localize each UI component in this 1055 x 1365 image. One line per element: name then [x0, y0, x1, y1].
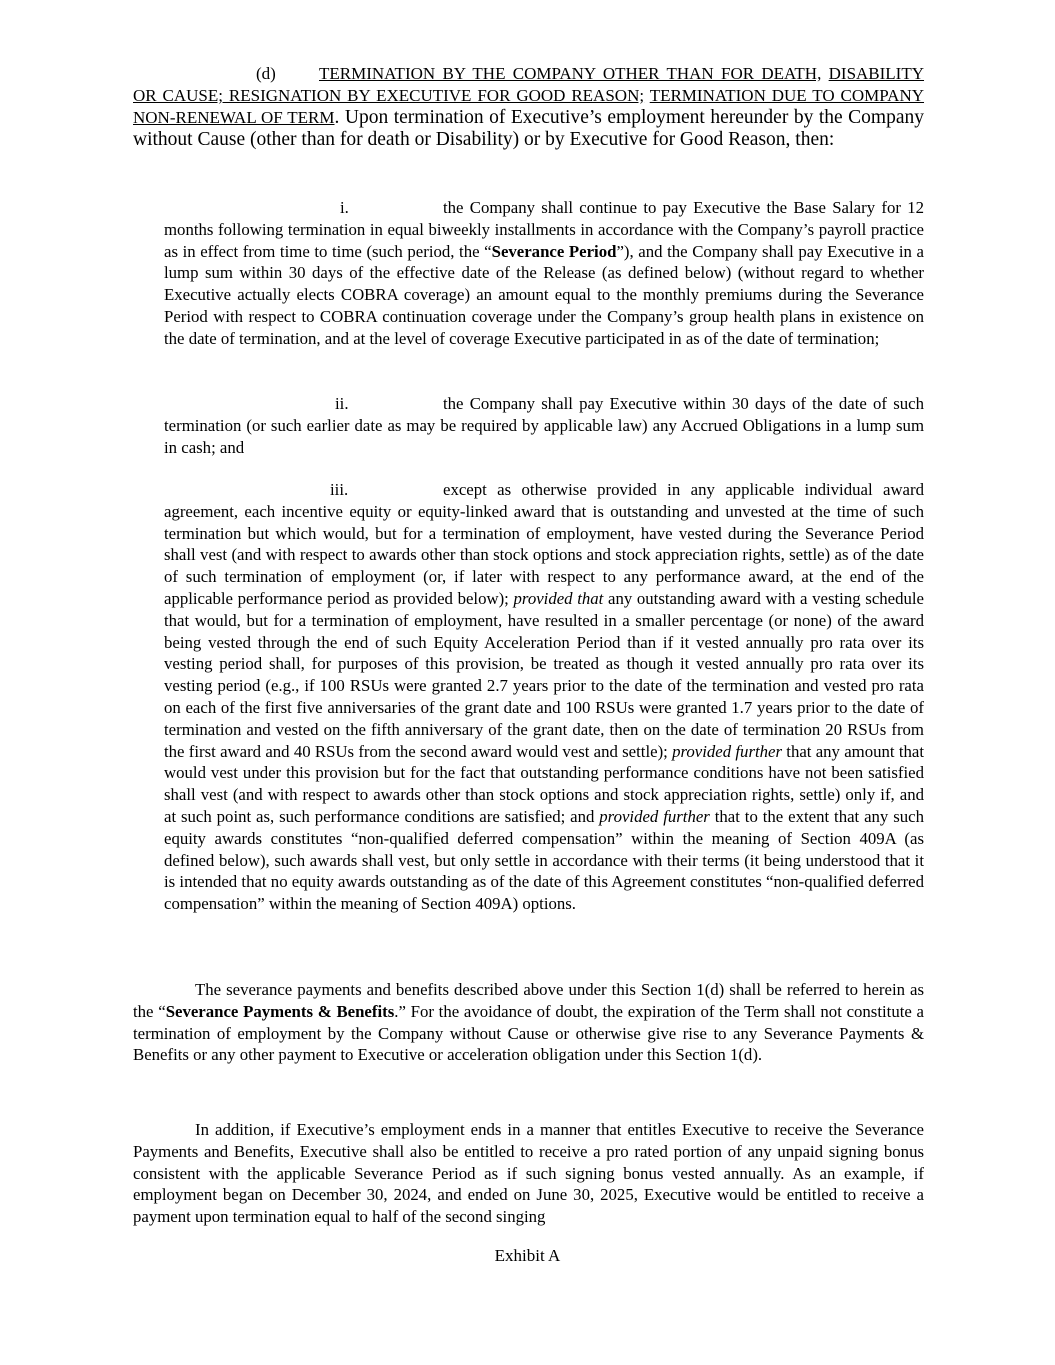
- defined-term: Severance Payments & Benefits: [165, 1001, 395, 1021]
- italic-proviso: provided further: [599, 806, 710, 826]
- list-text: that to the extent that any such equity awards constitutes “non-qualified deferred compensation” within the meaning of Section 409A (as defined below), such awards shall vest, but only settle in accordance with their terms (it being understood that it is intended that no equity awards outstanding as of the date of this Agreement constitutes “non-qualified deferred compensation” within the meaning of Section 409A) options.: [164, 806, 924, 914]
- section-intro: . Upon termination of Executive’s employment hereunder by the Company without Cause (other than for death or Disability) or by Executive for Good Reason, then:: [133, 107, 924, 150]
- list-text: the Company shall pay Executive within 30 days of the date of such termination (or such earlier date as may be required by applicable law) any Accrued Obligations in a lump sum in cash; and: [164, 394, 924, 457]
- section-title-line1: TERMINATION BY THE COMPANY OTHER THAN FOR DEATH,: [319, 64, 822, 83]
- list-item-i: i. the Company shall continue to pay Executive the Base Salary for 12 months following termination in equal biweekly installments in accordance with the Company’s payroll practice as in effect from time to time (such period, the “Severance Period”), and the Company shall pay Executive in a lump sum within 30 days of the effective date of the Release (as defined below) (without regard to whether Executive actually elects COBRA coverage) an amount equal to the monthly premiums during the Severance Period with respect to COBRA continuation coverage under the Company’s group health plans in existence on the date of termination, and at the level of coverage Executive participated in as of the date of termination;: [164, 198, 924, 348]
- defined-term: Severance Period: [491, 241, 617, 261]
- section-title-line2: DISABILITY OR CAUSE; RESIGNATION BY EXECUTIVE FOR GOOD REASON;: [133, 64, 925, 105]
- list-text: except as otherwise provided in any applicable individual award agreement, each incentive equity or equity-linked award that is outstanding and unvested at the time of such termination but which would, but for a termination of employment, have vested during the Severance Period shall vest (and with respect to awards other than stock options and stock appreciation rights, settle) as of the date of such termination of employment (or, if later with respect to any performance award, at the end of the applicable performance period as provided below);: [164, 480, 924, 608]
- list-text: that any amount that would vest under this provision but for the fact that outstanding performance conditions have not been satisfied shall vest (and with respect to awards other than stock options and stock appreciation rights, settle) only if, and at such point as, such performance conditions are satisfied; and: [164, 741, 924, 826]
- page-footer: Exhibit A: [494, 1246, 561, 1265]
- paragraph-text: In addition, if Executive’s employment ends in a manner that entitles Executive to receive the Severance Payments and Benefits, Executive shall also be entitled to receive a pro rated portion of any unpaid signing bonus consistent with the applicable Severance Period as if such signing bonus vested annually. As an example, if employment began on December 30, 2024, and ended on June 30, 2025, Executive would be entitled to receive a payment upon termination equal to half of the second singing: [133, 1120, 924, 1227]
- list-item-ii: ii. the Company shall pay Executive within 30 days of the date of such termination (or such earlier date as may be required by applicable law) any Accrued Obligations in a lump sum in cash; and: [164, 394, 924, 457]
- list-text: ”), and the Company shall pay Executive in a lump sum within 30 days of the effective date of the Release (as defined below) (without regard to whether Executive actually elects COBRA coverage) an amount equal to the monthly premiums during the Severance Period with respect to COBRA continuation coverage under the Company’s group health plans in existence on the date of termination, and at the level of coverage Executive participated in as of the date of termination;: [164, 241, 924, 348]
- italic-proviso: provided further: [672, 741, 783, 761]
- section-heading: (d) TERMINATION BY THE COMPANY OTHER THAN FOR DEATH, DISABILITY OR CAUSE; RESIGNATION BY EXECUTIVE FOR GOOD REASON; TERMINATION DUE TO COMPANY NON-RENEWAL OF TERM. Upon termination of Executive’s employment hereunder by the Company without Cause (other than for death or Disability) or by Executive for Good Reason, then:: [133, 64, 925, 150]
- paragraph-text: .” For the avoidance of doubt, the expiration of the Term shall not constitute a termination of employment by the Company without Cause or otherwise give rise to any Severance Payments & Benefits or any other payment to Executive or acceleration obligation under this Section 1(d).: [133, 1001, 924, 1065]
- signing-bonus-paragraph: [133, 1119, 924, 1228]
- severance-definition-paragraph: [133, 979, 924, 1066]
- list-text: the Company shall continue to pay Executive the Base Salary for 12 months following termination in equal biweekly installments in accordance with the Company’s payroll practice as in effect from time to time (such period, the “: [164, 198, 924, 261]
- paragraph-text: The severance payments and benefits described above under this Section 1(d) shall be referred to herein as the “: [133, 980, 924, 1021]
- italic-proviso: provided that: [513, 588, 604, 608]
- list-text: any outstanding award with a vesting schedule that would, but for a termination of employment, have resulted in a smaller percentage (or none) of the award being vested through the end of such Equity Acceleration Period than if it vested annually pro rata over its vesting period shall, for purposes of this provision, be treated as though it vested annually pro rata over its vesting period (e.g., if 100 RSUs were granted 2.7 years prior to the date of the termination and vested pro rata on each of the first five anniversaries of the grant date and 100 RSUs were granted 1.7 years prior to the date of termination and vested on the fifth anniversary of the grant date, then on the date of termination 20 RSUs from the first award and 40 RSUs from the second award would vest and settle);: [164, 588, 925, 761]
- list-item-iii: iii. except as otherwise provided in any applicable individual award agreement, each incentive equity or equity-linked award that is outstanding and unvested at the time of such termination but which would, but for a termination of employment, have vested during the Severance Period shall vest (and with respect to awards other than stock options and stock appreciation rights, settle) as of the date of such termination of employment (or, if later with respect to any performance award, at the end of the applicable performance period as provided below); provided that any outstanding award with a vesting schedule that would, but for a termination of employment, have resulted in a smaller percentage (or none) of the award being vested through the end of such Equity Acceleration Period than if it vested annually pro rata over its vesting period shall, for purposes of this provision, be treated as though it vested annually pro rata over its vesting period (e.g., if 100 RSUs were granted 2.7 years prior to the date of the termination and vested pro rata on each of the first five anniversaries of the grant date and 100 RSUs were granted 1.7 years prior to the date of termination and vested on the fifth anniversary of the grant date, then on the date of termination 20 RSUs from the first award and 40 RSUs from the second award would vest and settle); provided further that any amount that would vest under this provision but for the fact that outstanding performance conditions have not been satisfied shall vest (and with respect to awards other than stock options and stock appreciation rights, settle) only if, and at such point as, such performance conditions are satisfied; and provided further that to the extent that any such equity awards constitutes “non-qualified deferred compensation” within the meaning of Section 409A (as defined below), such awards shall vest, but only settle in accordance with their terms (it being understood that it is intended that no equity awards outstanding as of the date of this Agreement constitutes “non-qualified deferred compensation” within the meaning of Section 409A) options.: [164, 480, 925, 914]
- section-title-line3: TERMINATION DUE TO COMPANY NON-RENEWAL OF TERM: [133, 86, 925, 127]
